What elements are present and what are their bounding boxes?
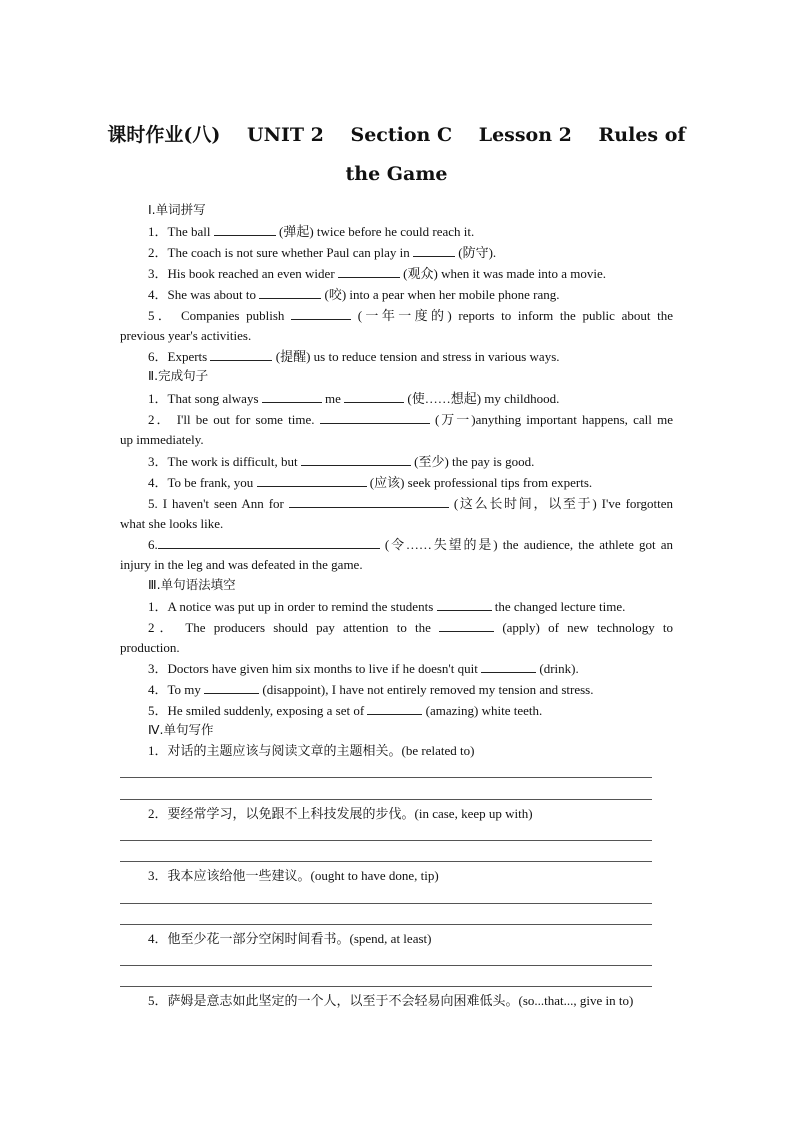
question-number: 5． (148, 703, 168, 718)
question-item (148, 265, 606, 282)
question-number: 5． (148, 308, 175, 323)
answer-blank[interactable] (210, 348, 272, 361)
question-text: (万一)anything important happens, call me (435, 412, 674, 427)
question-number: 1． (148, 743, 168, 758)
answer-blank[interactable] (204, 681, 259, 694)
question-text: That song always (167, 391, 262, 406)
question-text: (使……想起) my childhood. (404, 391, 560, 406)
answer-blank[interactable] (344, 390, 404, 403)
question-text: Experts (167, 349, 211, 364)
answer-blank[interactable] (301, 453, 411, 466)
answer-blank[interactable] (289, 495, 449, 508)
question-number: 6． (148, 349, 168, 364)
question-continuation: production. (120, 640, 180, 655)
title-part: Lesson 2 (478, 124, 572, 146)
title-part: 课时作业(八) (107, 124, 221, 146)
question-number: 5． (148, 993, 168, 1008)
question-text: 我本应该给他一些建议。(ought to have done, tip) (167, 868, 439, 883)
writing-prompt (148, 743, 474, 759)
section-heading: Ⅳ.单句写作 (148, 722, 214, 737)
question-item (148, 474, 592, 491)
question-item (148, 348, 560, 365)
writing-prompt (148, 868, 439, 884)
answer-line[interactable] (120, 903, 652, 904)
page-title-line2: the Game (345, 163, 448, 185)
question-text: To my (167, 682, 205, 697)
answer-line[interactable] (120, 924, 652, 925)
question-text: (apply) of new technology to (502, 620, 674, 635)
question-text: (弹起) twice before he could reach it. (275, 224, 475, 239)
question-text: I'll be out for some time. (176, 412, 320, 427)
question-item (148, 453, 534, 470)
question-number: 3． (148, 661, 168, 676)
answer-blank[interactable] (262, 390, 322, 403)
question-item (148, 307, 673, 324)
question-text: 要经常学习，以免跟不上科技发展的步伐。(in case, keep up with) (167, 806, 533, 821)
question-number: 3． (148, 266, 168, 281)
question-item (148, 681, 593, 698)
question-text: (一年一度的) reports to inform the public about the (357, 308, 674, 323)
question-number: 2． (148, 412, 172, 427)
section-heading: Ⅰ.单词拼写 (148, 202, 206, 217)
question-text: 他至少花一部分空闲时间看书。(spend, at least) (167, 931, 432, 946)
answer-blank[interactable] (439, 619, 494, 632)
question-item (148, 495, 673, 512)
question-text: (观众) when it was made into a movie. (399, 266, 607, 281)
answer-line[interactable] (120, 861, 652, 862)
title-part: Rules of (598, 124, 686, 146)
question-item (148, 244, 496, 261)
writing-prompt (148, 806, 533, 822)
question-continuation: up immediately. (120, 432, 204, 447)
question-number: 4． (148, 287, 168, 302)
question-number: 3． (148, 868, 168, 883)
question-text: I haven't seen Ann for (162, 496, 289, 511)
answer-blank[interactable] (367, 702, 422, 715)
answer-blank[interactable] (413, 244, 455, 257)
answer-blank[interactable] (320, 411, 430, 424)
question-text: (至少) the pay is good. (410, 454, 535, 469)
question-item (148, 702, 542, 719)
question-item (148, 286, 560, 303)
answer-blank[interactable] (437, 598, 492, 611)
question-text: (防守). (455, 245, 497, 260)
question-text: (这么长时间，以至于) I've forgotten (453, 496, 673, 511)
question-text: (咬) into a pear when her mobile phone rang. (321, 287, 560, 302)
question-text: The work is difficult, but (167, 454, 301, 469)
question-number: 4． (148, 475, 168, 490)
answer-blank[interactable] (291, 307, 351, 320)
question-text: the changed lecture time. (491, 599, 626, 614)
question-number: 6. (148, 537, 158, 552)
answer-blank[interactable] (338, 265, 400, 278)
question-number: 3． (148, 454, 168, 469)
page-title (0, 120, 793, 147)
title-part: UNIT 2 (247, 124, 324, 146)
writing-prompt (148, 931, 431, 947)
question-item (148, 390, 559, 407)
question-continuation: what she looks like. (120, 516, 224, 531)
answer-line[interactable] (120, 840, 652, 841)
question-text: (disappoint), I have not entirely removed my tension and stress. (259, 682, 594, 697)
question-text: Companies publish (180, 308, 292, 323)
section-heading: Ⅱ.完成句子 (148, 368, 209, 383)
question-number: 2． (148, 245, 168, 260)
answer-line[interactable] (120, 799, 652, 800)
question-text: The coach is not sure whether Paul can play in (167, 245, 413, 260)
question-number: 4． (148, 931, 168, 946)
question-number: 1． (148, 599, 168, 614)
answer-line[interactable] (120, 965, 652, 966)
question-text: The ball (167, 224, 214, 239)
question-number: 2． (148, 806, 168, 821)
title-part: Section C (350, 124, 453, 146)
question-item (148, 223, 474, 240)
answer-blank[interactable] (158, 536, 380, 549)
question-text: His book reached an even wider (167, 266, 338, 281)
question-text: 对话的主题应该与阅读文章的主题相关。(be related to) (167, 743, 475, 758)
question-text: (amazing) white teeth. (422, 703, 543, 718)
question-text: (提醒) us to reduce tension and stress in various ways. (272, 349, 560, 364)
question-item (148, 411, 673, 428)
question-number: 4． (148, 682, 168, 697)
question-text: She was about to (167, 287, 260, 302)
answer-blank[interactable] (257, 474, 367, 487)
question-text: To be frank, you (167, 475, 257, 490)
question-number: 1． (148, 224, 168, 239)
question-text: (令……失望的是) the audience, the athlete got an (384, 537, 673, 552)
question-text: Doctors have given him six months to live if he doesn't quit (167, 661, 482, 676)
answer-line[interactable] (120, 777, 652, 778)
writing-prompt (148, 993, 633, 1009)
answer-blank[interactable] (214, 223, 276, 236)
question-item (148, 619, 673, 636)
question-number: 5. (148, 496, 158, 511)
question-item (148, 660, 579, 677)
question-item (148, 598, 625, 615)
question-text: He smiled suddenly, exposing a set of (167, 703, 368, 718)
question-text: 萨姆是意志如此坚定的一个人，以至于不会轻易向困难低头。(so...that..., give in to) (167, 993, 634, 1008)
question-number: 1． (148, 391, 168, 406)
question-text: (应该) seek professional tips from experts. (366, 475, 593, 490)
question-number: 2． (148, 620, 178, 635)
question-text: A notice was put up in order to remind the students (167, 599, 437, 614)
answer-blank[interactable] (481, 660, 536, 673)
answer-blank[interactable] (259, 286, 321, 299)
question-continuation: previous year's activities. (120, 328, 252, 343)
question-continuation: injury in the leg and was defeated in the game. (120, 557, 363, 572)
question-text: (drink). (536, 661, 579, 676)
question-text: The producers should pay attention to the (185, 620, 440, 635)
question-text: me (321, 391, 345, 406)
section-heading: Ⅲ.单句语法填空 (148, 577, 236, 592)
question-item (148, 536, 673, 553)
answer-line[interactable] (120, 986, 652, 987)
